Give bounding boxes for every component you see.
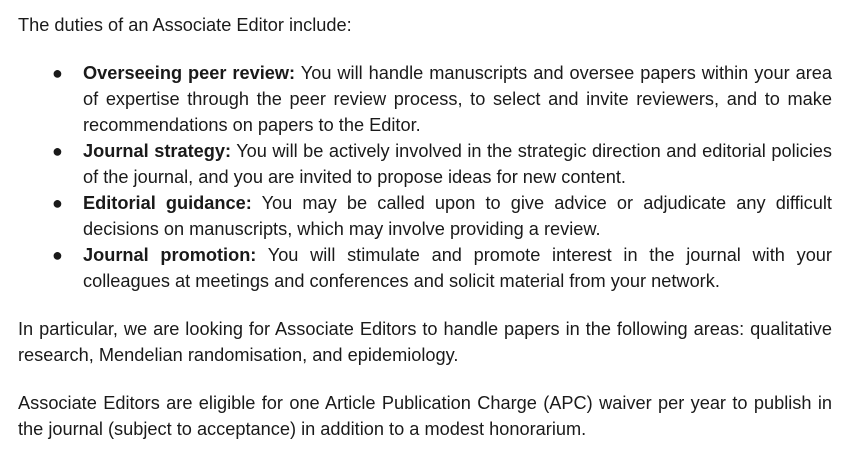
duty-title: Journal strategy: bbox=[83, 141, 232, 161]
bullet-icon: ● bbox=[52, 245, 63, 265]
duty-text: You will handle manuscripts and oversee papers within your area of expertise through the peer review process, to select and invite reviewers, and to make recommendations on papers to the Editor. bbox=[83, 63, 832, 135]
duty-text: You may be called upon to give advice or adjudicate any difficult decisions on manuscripts, which may involve providing a review. bbox=[83, 193, 832, 239]
areas-paragraph: In particular, we are looking for Associate Editors to handle papers in the following areas: qualitative research, Mendelian randomisation, and epidemiology. bbox=[18, 319, 832, 365]
bullet-icon: ● bbox=[52, 63, 63, 83]
list-item bbox=[18, 60, 832, 138]
duty-title: Editorial guidance: bbox=[83, 193, 252, 213]
duty-text: You will stimulate and promote interest in the journal with your colleagues at meetings and conferences and solicit material from your network. bbox=[83, 245, 832, 291]
bullet-icon: ● bbox=[52, 141, 63, 161]
duty-text: You will be actively involved in the strategic direction and editorial policies of the journal, and you are invited to propose ideas for new content. bbox=[83, 141, 832, 187]
bullet-icon: ● bbox=[52, 193, 63, 213]
duty-title: Journal promotion: bbox=[83, 245, 257, 265]
intro-text: The duties of an Associate Editor include: bbox=[18, 15, 352, 35]
list-item bbox=[18, 242, 832, 294]
apc-paragraph: Associate Editors are eligible for one Article Publication Charge (APC) waiver per year to publish in the journal (subject to acceptance) in addition to a modest honorarium. bbox=[18, 393, 832, 439]
list-item bbox=[18, 138, 832, 190]
duty-title: Overseeing peer review: bbox=[83, 63, 296, 83]
duties-list bbox=[18, 60, 832, 294]
list-item bbox=[18, 190, 832, 242]
